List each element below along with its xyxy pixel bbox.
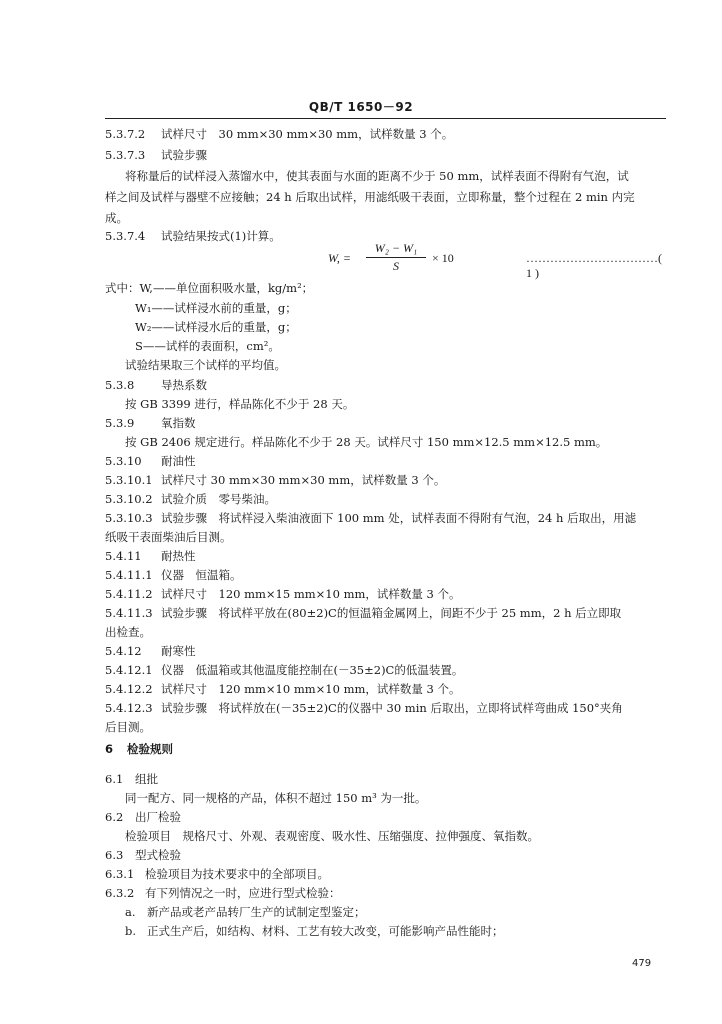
clause-5-4-12-1 — [105, 662, 463, 679]
clause-number: 6.3 — [105, 848, 124, 862]
clause-text: 试样尺寸 30 mm×30 mm×30 mm，试样数量 3 个。 — [161, 127, 454, 141]
clause-text: 试验步骤 将试样放在(－35±2)C的仪器中 30 min 后取出，立即将试样弯曲成 150°夹角 — [161, 701, 623, 715]
clause-number: 5.3.7.2 — [105, 127, 146, 141]
variable-line: W₂——试样浸水后的重量，g； — [135, 320, 297, 334]
clause-5-4-12-3 — [105, 700, 623, 717]
clause-text: 试验介质 零号柴油。 — [161, 492, 276, 506]
fraction-bar — [366, 257, 426, 258]
equation-number: ( 1 ) — [526, 251, 662, 280]
clause-6-2 — [105, 809, 181, 826]
clause-5-4-11-3 — [105, 605, 621, 622]
clause-5-3-10-1 — [105, 472, 445, 489]
paragraph-line: 出检查。 — [105, 625, 151, 639]
paragraph-line: 检验项目 规格尺寸、外观、表观密度、吸水性、压缩强度、拉伸强度、氧指数。 — [125, 829, 539, 843]
clause-text: 耐油性 — [161, 454, 196, 468]
list-marker: b. — [125, 924, 137, 938]
clause-text: 氧指数 — [161, 416, 196, 430]
clause-5-3-7-3 — [105, 147, 207, 164]
clause-text: 试验步骤 将试样平放在(80±2)C的恒温箱金属网上，间距不少于 25 mm，2 h 后立即取 — [161, 606, 622, 620]
clause-5-3-7-4 — [105, 228, 281, 245]
paragraph-line: 成。 — [105, 211, 128, 225]
clause-number: 5.4.11.2 — [105, 587, 153, 601]
clause-text: 耐寒性 — [161, 644, 196, 658]
clause-text: 试验结果按式(1)计算。 — [161, 229, 281, 243]
clause-number: 6.2 — [105, 810, 124, 824]
clause-number: 5.3.10.3 — [105, 511, 153, 525]
clause-text: 导热系数 — [161, 378, 207, 392]
paragraph-line: 试验结果取三个试样的平均值。 — [125, 358, 286, 372]
clause-text: 耐热性 — [161, 549, 196, 563]
clause-number: 5.3.10 — [105, 454, 142, 468]
clause-5-3-8 — [105, 377, 207, 394]
list-item-b — [125, 923, 504, 940]
formula-rhs: × 10 — [432, 251, 454, 265]
clause-6-1 — [105, 771, 158, 788]
clause-5-3-7-2 — [105, 126, 453, 143]
clause-number: 5.4.11.3 — [105, 606, 153, 620]
clause-text: 试样尺寸 120 mm×10 mm×10 mm，试样数量 3 个。 — [161, 682, 461, 696]
clause-text: 型式检验 — [135, 848, 181, 862]
clause-6-3-1 — [105, 866, 329, 883]
clause-5-3-10-3 — [105, 510, 636, 527]
clause-number: 6.3.1 — [105, 867, 135, 881]
clause-number: 6.3.2 — [105, 886, 135, 900]
formula-lhs: W, = — [328, 251, 351, 265]
paragraph-line: 将称量后的试样浸入蒸馏水中，使其表面与水面的距离不少于 50 mm，试样表面不得附有气泡，试 — [125, 169, 629, 183]
clause-6-3 — [105, 847, 181, 864]
section-title: 检验规则 — [127, 742, 173, 756]
clause-5-3-10 — [105, 453, 196, 470]
clause-5-4-11 — [105, 548, 196, 565]
formula-1 — [328, 241, 666, 280]
clause-number: 6.1 — [105, 772, 124, 786]
paragraph-line: 按 GB 3399 进行，样品陈化不少于 28 天。 — [125, 397, 355, 411]
clause-number: 5.3.7.3 — [105, 148, 146, 162]
list-text: 新产品或老产品转厂生产的试制定型鉴定； — [147, 905, 366, 919]
clause-number: 5.3.7.4 — [105, 229, 146, 243]
section-number: 6 — [105, 742, 114, 756]
formula-fraction — [366, 241, 426, 274]
clause-number: 5.4.12.2 — [105, 682, 153, 696]
formula-denominator: S — [393, 259, 399, 273]
clause-text: 有下列情况之一时，应进行型式检验： — [145, 886, 341, 900]
clause-number: 5.3.10.2 — [105, 492, 153, 506]
standard-header: QB/T 1650－92 — [308, 100, 414, 114]
leader-dots: …………………………… — [526, 251, 658, 265]
variable-line: S——试样的表面积，cm²。 — [135, 339, 280, 353]
formula-leader — [526, 251, 666, 281]
where-line: 式中：W,——单位面积吸水量，kg/m²； — [105, 281, 314, 295]
clause-5-4-12-2 — [105, 681, 461, 698]
clause-text: 检验项目为技术要求中的全部项目。 — [145, 867, 329, 881]
clause-number: 5.4.12 — [105, 644, 142, 658]
clause-number: 5.4.11.1 — [105, 568, 153, 582]
header-rule — [105, 118, 666, 119]
clause-number: 5.3.8 — [105, 378, 135, 392]
clause-number: 5.3.10.1 — [105, 473, 153, 487]
clause-text: 出厂检验 — [135, 810, 181, 824]
clause-text: 仪器 低温箱或其他温度能控制在(－35±2)C的低温装置。 — [161, 663, 464, 677]
clause-5-3-10-2 — [105, 491, 276, 508]
list-text: 正式生产后，如结构、材料、工艺有较大改变，可能影响产品性能时； — [147, 924, 504, 938]
clause-number: 5.3.9 — [105, 416, 135, 430]
clause-5-4-11-2 — [105, 586, 461, 603]
formula-numerator: W₂ − W₁ — [374, 241, 418, 255]
clause-text: 试样尺寸 30 mm×30 mm×30 mm，试样数量 3 个。 — [161, 473, 446, 487]
clause-number: 5.4.12.1 — [105, 663, 153, 677]
clause-number: 5.4.11 — [105, 549, 142, 563]
variable-line: W₁——试样浸水前的重量，g； — [135, 301, 297, 315]
list-marker: a. — [125, 905, 136, 919]
clause-6-3-2 — [105, 885, 341, 902]
clause-text: 仪器 恒温箱。 — [161, 568, 242, 582]
paragraph-line: 后目测。 — [105, 720, 151, 734]
clause-number: 5.4.12.3 — [105, 701, 153, 715]
clause-5-4-11-1 — [105, 567, 242, 584]
clause-text: 组批 — [135, 772, 158, 786]
page-number: 479 — [632, 958, 652, 969]
paragraph-line: 按 GB 2406 规定进行。样品陈化不少于 28 天。试样尺寸 150 mm×12.5 mm×12.5 mm。 — [125, 435, 608, 449]
clause-text: 试样尺寸 120 mm×15 mm×10 mm，试样数量 3 个。 — [161, 587, 461, 601]
paragraph-line: 样之间及试样与器壁不应接触；24 h 后取出试样，用滤纸吸干表面，立即称量，整个过程在 2 min 内完 — [105, 190, 635, 204]
clause-5-4-12 — [105, 643, 196, 660]
clause-5-3-9 — [105, 415, 196, 432]
section-6-heading — [105, 741, 173, 758]
list-item-a — [125, 904, 366, 921]
clause-text: 试验步骤 — [161, 148, 207, 162]
clause-text: 试验步骤 将试样浸入柴油液面下 100 mm 处，试样表面不得附有气泡，24 h 后取出，用滤 — [161, 511, 637, 525]
paragraph-line: 同一配方、同一规格的产品，体积不超过 150 m³ 为一批。 — [125, 791, 427, 805]
paragraph-line: 纸吸干表面柴油后目测。 — [105, 530, 232, 544]
